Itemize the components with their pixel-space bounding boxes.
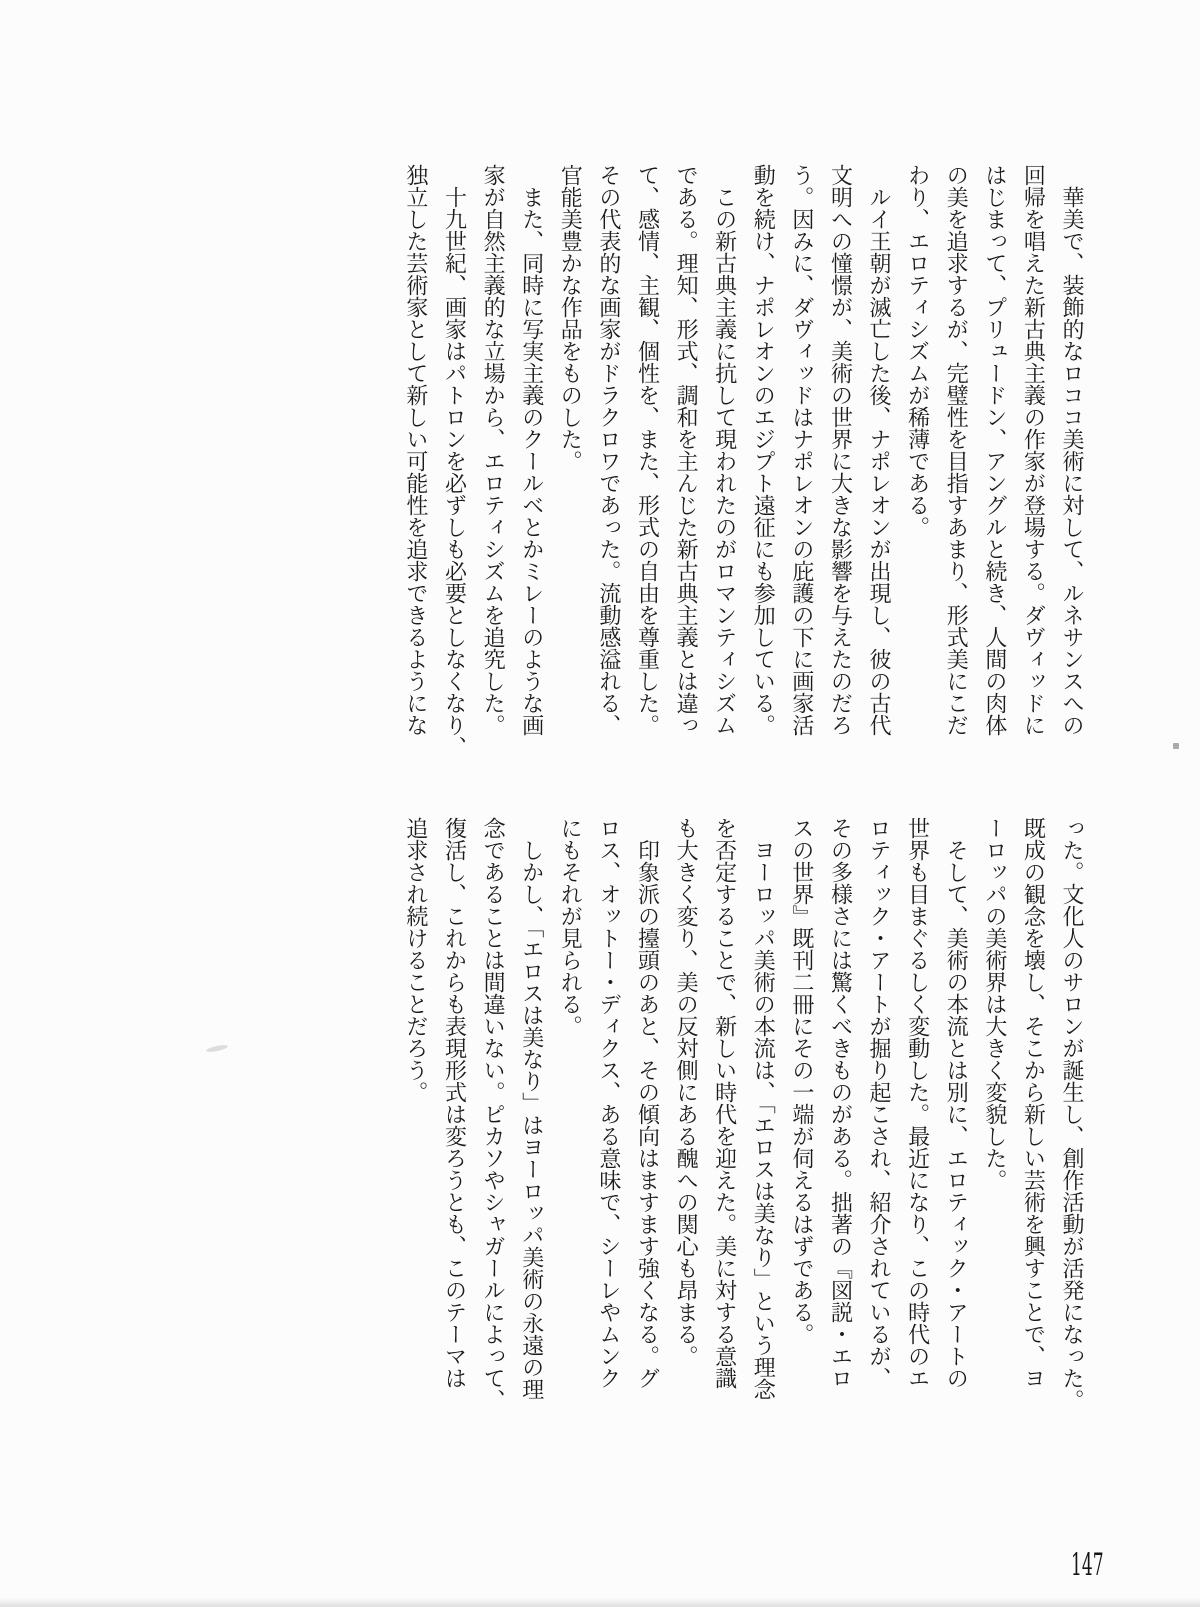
- article-text-block-top: [395, 164, 1090, 768]
- text-column: 回帰を唱えた新古典主義の作家が登場する。ダヴィッドに: [1020, 164, 1046, 736]
- text-column: て、感情、主観、個性を、また、形式の自由を尊重した。: [634, 164, 660, 736]
- text-column: また、同時に写実主義のクールベとかミレーのような画: [518, 164, 544, 736]
- text-column: その代表的な画家がドラクロワであった。流動感溢れる、: [595, 164, 621, 736]
- text-column: ーロッパの美術界は大きく変貌した。: [981, 817, 1007, 1191]
- text-column: の美を追求するが、完璧性を目指すあまり、形式美にこだ: [943, 164, 969, 736]
- scan-speck: [1173, 743, 1179, 749]
- text-column: った。文化人のサロンが誕生し、創作活動が活発になった。: [1059, 817, 1084, 1411]
- scan-speck: [206, 1044, 229, 1053]
- text-column: 既成の観念を壊し、そこから新しい芸術を興すことで、ヨ: [1020, 817, 1046, 1389]
- text-column: 印象派の擡頭のあと、その傾向はますます強くなる。グ: [634, 817, 660, 1389]
- text-column: そして、美術の本流とは別に、エロティック・アートの: [943, 817, 969, 1389]
- text-column: にもそれが見られる。: [557, 817, 583, 1037]
- text-column: わり、エロティシズムが稀薄である。: [904, 164, 930, 538]
- page-edge-shadow: [0, 1598, 1200, 1607]
- text-column: 家が自然主義的な立場から、エロティシズムを追究した。: [480, 164, 506, 736]
- text-column: 独立した芸術家として新しい可能性を追求できるようにな: [402, 164, 428, 736]
- text-column: この新古典主義に抗して現われたのがロマンティシズム: [711, 164, 737, 736]
- text-column: 華美で、装飾的なロココ美術に対して、ルネサンスへの: [1059, 164, 1084, 736]
- text-column: である。理知、形式、調和を主んじた新古典主義とは違っ: [673, 164, 699, 736]
- text-column: ルイ王朝が滅亡した後、ナポレオンが出現し、彼の古代: [866, 164, 892, 736]
- text-column: 文明への憧憬が、美術の世界に大きな影響を与えたのだろ: [827, 164, 853, 736]
- text-column: 十九世紀、画家はパトロンを必ずしも必要としなくなり、: [441, 164, 467, 758]
- text-column: その多様さには驚くべきものがある。拙著の『図説・エロ: [827, 817, 853, 1389]
- text-column: 念であることは間違いない。ピカソやシャガールによって、: [480, 817, 506, 1411]
- text-column: 追求され続けることだろう。: [402, 817, 428, 1103]
- text-column: ヨーロッパ美術の本流は、「エロスは美なり」という理念: [750, 817, 776, 1400]
- text-column: う。因みに、ダヴィッドはナポレオンの庇護の下に画家活: [788, 164, 814, 736]
- text-column: 復活し、これからも表現形式は変ろうとも、このテーマは: [441, 817, 467, 1389]
- article-text-block-bottom: [395, 817, 1090, 1421]
- text-column: しかし、「エロスは美なり」はヨーロッパ美術の永遠の理: [518, 817, 544, 1400]
- text-column: 官能美豊かな作品をものした。: [557, 164, 583, 472]
- text-column: 動を続け、ナポレオンのエジプト遠征にも参加している。: [750, 164, 776, 736]
- text-column: を否定することで、新しい時代を迎えた。美に対する意識: [711, 817, 737, 1389]
- text-column: 世界も目まぐるしく変動した。最近になり、この時代のエ: [904, 817, 930, 1389]
- text-column: はじまって、プリュードン、アングルと続き、人間の肉体: [981, 164, 1007, 736]
- text-column: ロス、オットー・ディクス、ある意味で、シーレやムンク: [595, 817, 621, 1389]
- text-column: ロティック・アートが掘り起こされ、紹介されているが、: [866, 817, 892, 1389]
- text-column: スの世界』既刊二冊にその一端が伺えるはずである。: [788, 817, 814, 1345]
- page-number: 147: [1071, 1547, 1104, 1583]
- text-column: も大きく変り、美の反対側にある醜への関心も昂まる。: [673, 817, 699, 1367]
